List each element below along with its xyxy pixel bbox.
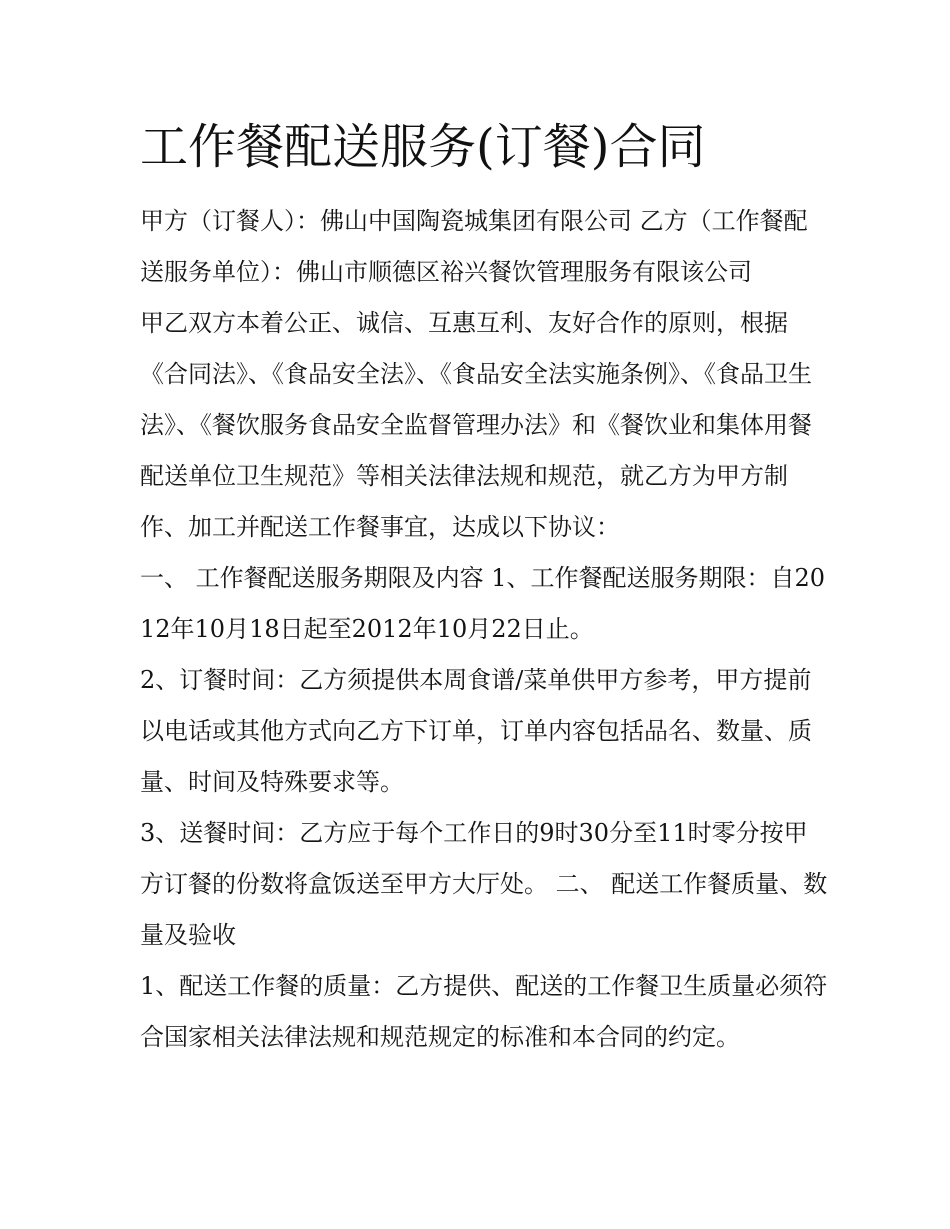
parties-paragraph: 甲方（订餐人）：佛山中国陶瓷城集团有限公司 乙方（工作餐配送服务单位）：佛山市顺德区裕兴餐饮管理服务有限该公司: [140, 207, 808, 286]
contract-body: [140, 196, 830, 1063]
order-time-paragraph: 2、订餐时间：乙方须提供本周食谱/菜单供甲方参考，甲方提前 以电话或其他方式向乙方下订单，订单内容包括品名、数量、质量、时间及特殊要求等。: [140, 666, 812, 796]
contract-title: 工作餐配送服务(订餐)合同: [140, 119, 706, 175]
preamble-paragraph: 甲乙双方本着公正、诚信、互惠互利、友好合作的原则，根据《合同法》、《食品安全法》、《食品安全法实施条例》、《食品卫生法》、《餐饮服务食品安全监督管理办法》和《餐饮业和集体用餐配送单位卫生规范》等相关法律法规和规范，就乙方为甲方制作、加工并配送工作餐事宜，达成以下协议：: [140, 309, 812, 541]
delivery-time-paragraph: 3、送餐时间：乙方应于每个工作日的9时30分至11时零分按甲方订餐的份数将盒饭送至甲方大厅处。 二、 配送工作餐质量、数量及验收: [140, 819, 828, 949]
quality-paragraph: 1、配送工作餐的质量：乙方提供、配送的工作餐卫生质量必须符合国家相关法律法规和规范规定的标准和本合同的约定。: [140, 972, 828, 1051]
term-paragraph: 一、 工作餐配送服务期限及内容 1、工作餐配送服务期限：自2012年10月18日起至2012年10月22日止。: [140, 564, 826, 643]
